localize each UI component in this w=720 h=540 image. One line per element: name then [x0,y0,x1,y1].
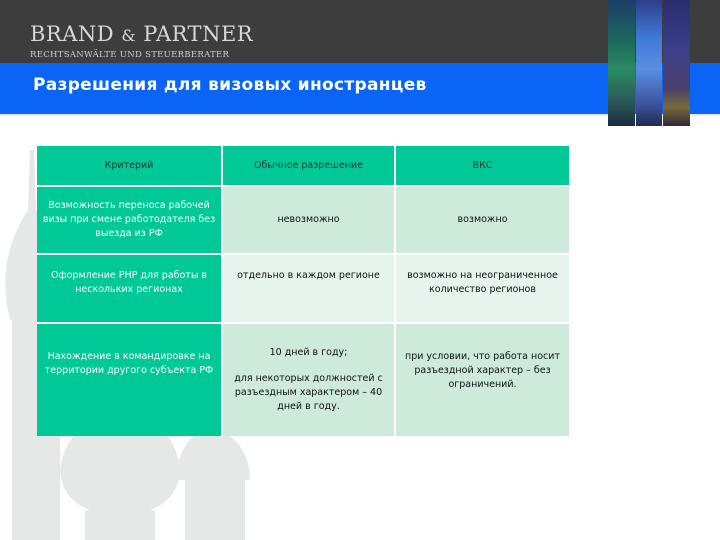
header-regular-permit: Обычное разрешение [223,146,396,187]
photo-panel-right [663,0,690,126]
table-row [37,187,569,255]
table-header-row [37,146,569,187]
table-row [37,324,569,436]
brand-logo [30,22,253,46]
regular-permit-cell: невозможно [223,187,396,255]
brand-ampersand: & [121,26,137,45]
photo-panel-left [608,0,635,126]
comparison-table [37,146,569,436]
table-row [37,255,569,324]
photo-panel-center [636,0,663,126]
vks-cell: при условии, что работа носит разъездной характер – без ограничений. [396,324,569,436]
vks-cell: возможно на неограниченное количество регионов [396,255,569,324]
criterion-cell: Нахождение в командировке на территории другого субъекта РФ [37,324,223,436]
skyscrapers-photo [608,0,690,126]
regular-permit-line-1: 10 дней в году; [269,347,348,358]
header-vks: ВКС [396,146,569,187]
brand-name: BRAND [30,22,115,46]
criterion-cell: Возможность переноса рабочей визы при смене работодателя без выезда из РФ [37,187,223,255]
slide-title: Разрешения для визовых иностранцев [33,75,427,95]
header-criterion: Критерий [37,146,223,187]
regular-permit-line-2: для некоторых должностей с разъездным характером – 40 дней в году. [234,373,383,412]
criterion-cell: Оформление РНР для работы в нескольких регионах [37,255,223,324]
vks-cell: возможно [396,187,569,255]
brand-subtitle: RECHTSANWÄLTE UND STEUERBERATER [30,50,230,60]
regular-permit-cell: отдельно в каждом регионе [223,255,396,324]
regular-permit-cell [223,324,396,436]
brand-partner: PARTNER [143,22,254,46]
